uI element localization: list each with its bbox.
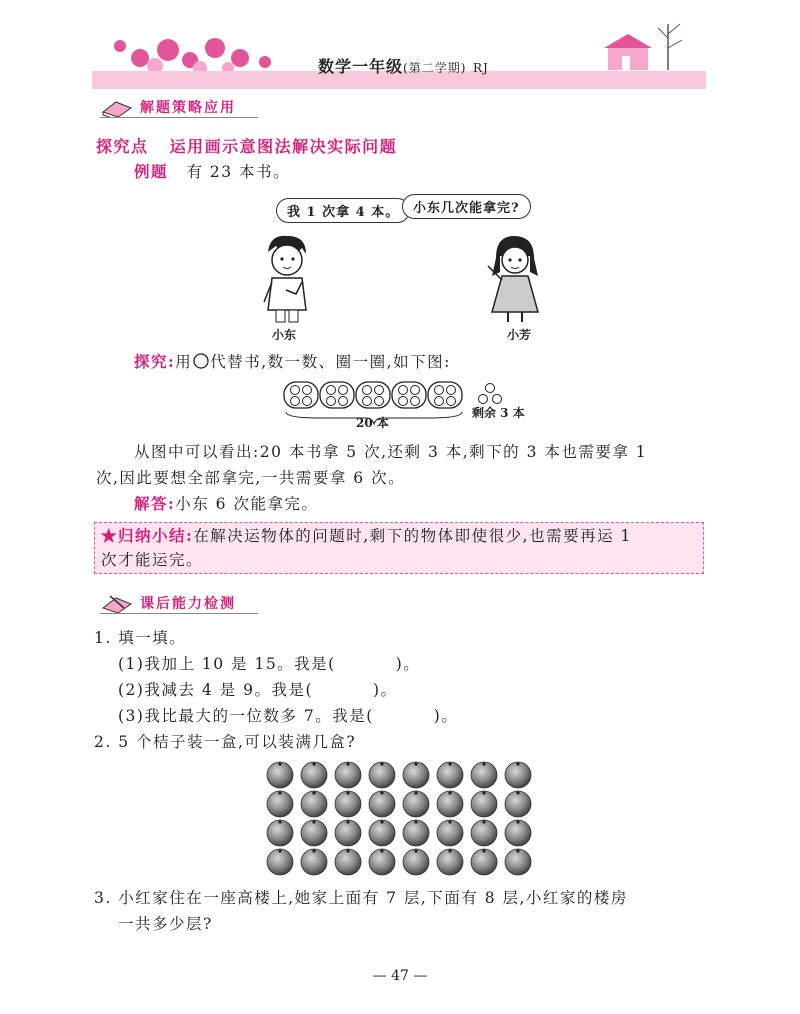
q1-3-close: )。 bbox=[433, 707, 459, 725]
orange-stem bbox=[414, 762, 417, 765]
diagram-total-label: 20 本 bbox=[356, 416, 389, 430]
orange-stem bbox=[516, 762, 519, 765]
orange-icon bbox=[267, 791, 293, 817]
question-1: 1. 填一填。 bbox=[94, 629, 187, 647]
orange-icon bbox=[335, 762, 361, 788]
book-title: 数学一年级 bbox=[318, 57, 404, 76]
orange-stem bbox=[278, 820, 281, 823]
section-tag-label: 解题策略应用 bbox=[140, 100, 236, 116]
example-line bbox=[134, 160, 290, 184]
girl-illustration bbox=[482, 232, 546, 324]
book-term: (第二学期) bbox=[403, 61, 467, 75]
summary-line-1: 在解决运物体的问题时,剩下的物体即使很少,也需要再运 1 bbox=[193, 527, 632, 545]
explore-line bbox=[134, 350, 451, 374]
book-circle bbox=[435, 397, 444, 406]
orange-stem bbox=[380, 820, 383, 823]
question-3-line-1: 3. 小红家住在一座高楼上,她家上面有 7 层,下面有 8 层,小红家的楼房 bbox=[94, 889, 628, 907]
orange-icon bbox=[403, 762, 429, 788]
book-circle bbox=[447, 386, 456, 395]
orange-stem bbox=[448, 820, 451, 823]
boy-illustration bbox=[256, 232, 316, 324]
book-edition: RJ bbox=[472, 61, 489, 75]
orange-icon bbox=[471, 791, 497, 817]
orange-icon bbox=[369, 849, 395, 875]
orange-stem bbox=[380, 791, 383, 794]
orange-stem bbox=[516, 820, 519, 823]
topic-text: 运用画示意图法解决实际问题 bbox=[169, 137, 398, 156]
orange-icon bbox=[335, 849, 361, 875]
circle-symbol-icon bbox=[192, 353, 210, 369]
orange-stem bbox=[414, 820, 417, 823]
tag-underline-practice bbox=[100, 613, 258, 614]
orange-stem bbox=[482, 820, 485, 823]
group-circle bbox=[356, 382, 390, 408]
remaining-book-circle bbox=[479, 395, 488, 404]
orange-stem bbox=[312, 820, 315, 823]
explore-label: 探究: bbox=[134, 352, 176, 371]
question-3-line-2: 一共多少层? bbox=[118, 915, 213, 933]
book-circle bbox=[339, 397, 348, 406]
orange-icon bbox=[505, 849, 531, 875]
book-circle bbox=[411, 386, 420, 395]
speech-bubble-right: 小东几次能拿完? bbox=[402, 194, 531, 219]
orange-stem bbox=[448, 849, 451, 852]
orange-icon bbox=[301, 849, 327, 875]
book-circle bbox=[399, 397, 408, 406]
orange-stem bbox=[278, 849, 281, 852]
q1-1-close: )。 bbox=[395, 655, 421, 673]
orange-stem bbox=[482, 762, 485, 765]
answer-line bbox=[134, 492, 318, 516]
q1-1-text: (1)我加上 10 是 15。我是( bbox=[118, 655, 336, 673]
orange-icon bbox=[505, 762, 531, 788]
topic-heading bbox=[96, 134, 397, 157]
book-circle bbox=[327, 386, 336, 395]
orange-stem bbox=[312, 791, 315, 794]
orange-icon bbox=[267, 820, 293, 846]
orange-icon bbox=[335, 820, 361, 846]
orange-stem bbox=[380, 762, 383, 765]
explanation-line-1: 从图中可以看出:20 本书拿 5 次,还剩 3 本,剩下的 3 本也需要拿 1 bbox=[134, 443, 648, 461]
header-title bbox=[318, 54, 489, 77]
orange-stem bbox=[516, 791, 519, 794]
orange-stem bbox=[448, 791, 451, 794]
orange-stem bbox=[414, 849, 417, 852]
orange-icon bbox=[369, 820, 395, 846]
orange-icon bbox=[471, 762, 497, 788]
book-circle bbox=[435, 386, 444, 395]
question-1-2 bbox=[118, 678, 398, 702]
orange-icon bbox=[403, 820, 429, 846]
orange-icon bbox=[369, 762, 395, 788]
orange-stem bbox=[278, 791, 281, 794]
orange-icon bbox=[437, 849, 463, 875]
orange-stem bbox=[414, 791, 417, 794]
book-circle bbox=[375, 397, 384, 406]
topic-label: 探究点 bbox=[96, 137, 149, 156]
speech-bubble-left: 我 1 次拿 4 本。 bbox=[276, 198, 410, 223]
summary-box bbox=[94, 522, 704, 574]
group-circle bbox=[392, 382, 426, 408]
orange-icon bbox=[267, 762, 293, 788]
book-circle bbox=[363, 386, 372, 395]
orange-stem bbox=[346, 849, 349, 852]
answer-label: 解答: bbox=[134, 494, 176, 513]
book-circle bbox=[447, 397, 456, 406]
book-circle bbox=[291, 386, 300, 395]
name-label-xiaofang: 小芳 bbox=[507, 328, 532, 342]
book-circle bbox=[291, 397, 300, 406]
orange-stem bbox=[346, 762, 349, 765]
orange-icon bbox=[335, 791, 361, 817]
explore-text-pre: 用 bbox=[175, 353, 193, 371]
name-label-xiaodong: 小东 bbox=[272, 328, 297, 342]
remaining-book-circle bbox=[486, 384, 495, 393]
orange-icon bbox=[369, 791, 395, 817]
orange-icon bbox=[301, 762, 327, 788]
example-label: 例题 bbox=[134, 162, 169, 181]
question-1-3 bbox=[118, 704, 458, 728]
summary-label: ★归纳小结: bbox=[101, 526, 194, 545]
book-circle bbox=[339, 386, 348, 395]
orange-stem bbox=[380, 849, 383, 852]
book-circle bbox=[399, 386, 408, 395]
book-circle bbox=[411, 397, 420, 406]
section-tag-strategy bbox=[100, 96, 236, 118]
group-circle bbox=[320, 382, 354, 408]
orange-stem bbox=[448, 762, 451, 765]
orange-stem bbox=[278, 762, 281, 765]
orange-stem bbox=[482, 791, 485, 794]
orange-icon bbox=[437, 791, 463, 817]
book-circle bbox=[363, 397, 372, 406]
orange-icon bbox=[505, 791, 531, 817]
group-circle bbox=[284, 382, 318, 408]
orange-stem bbox=[516, 849, 519, 852]
remaining-book-circle bbox=[493, 395, 502, 404]
header-house-decoration bbox=[598, 18, 698, 74]
book-circle bbox=[303, 397, 312, 406]
diagram-remain-label: 剩余 3 本 bbox=[472, 406, 525, 420]
orange-stem bbox=[312, 762, 315, 765]
book-circle bbox=[303, 386, 312, 395]
orange-icon bbox=[505, 820, 531, 846]
explore-text-post: 代替书,数一数、圈一圈,如下图: bbox=[210, 353, 451, 371]
answer-text: 小东 6 次能拿完。 bbox=[175, 495, 319, 513]
question-2: 2. 5 个桔子装一盒,可以装满几盒? bbox=[94, 733, 357, 751]
orange-stem bbox=[312, 849, 315, 852]
example-text: 有 23 本书。 bbox=[186, 163, 291, 181]
orange-stem bbox=[346, 791, 349, 794]
orange-icon bbox=[301, 820, 327, 846]
section-tag-practice bbox=[100, 592, 236, 614]
orange-icon bbox=[403, 849, 429, 875]
page-number: — 47 — bbox=[372, 968, 428, 984]
tag-underline bbox=[100, 117, 258, 118]
orange-icon bbox=[437, 820, 463, 846]
orange-icon bbox=[471, 820, 497, 846]
book-circle bbox=[327, 397, 336, 406]
q1-3-text: (3)我比最大的一位数多 7。我是( bbox=[118, 707, 374, 725]
question-1-1 bbox=[118, 652, 420, 676]
book-circle bbox=[375, 386, 384, 395]
summary-line-2: 次才能运完。 bbox=[101, 551, 204, 569]
section-tag-label-practice: 课后能力检测 bbox=[140, 596, 236, 612]
book-icon bbox=[100, 96, 134, 118]
oranges-grid bbox=[264, 760, 536, 878]
orange-stem bbox=[482, 849, 485, 852]
orange-icon bbox=[301, 791, 327, 817]
orange-icon bbox=[471, 849, 497, 875]
q1-2-close: )。 bbox=[373, 681, 398, 699]
orange-stem bbox=[346, 820, 349, 823]
group-circle bbox=[428, 382, 462, 408]
q1-2-text: (2)我减去 4 是 9。我是( bbox=[118, 681, 314, 699]
orange-icon bbox=[437, 762, 463, 788]
pen-book-icon bbox=[100, 592, 134, 614]
orange-icon bbox=[403, 791, 429, 817]
orange-icon bbox=[267, 849, 293, 875]
explanation-line-2: 次,因此要想全部拿完,一共需要拿 6 次。 bbox=[96, 469, 406, 487]
